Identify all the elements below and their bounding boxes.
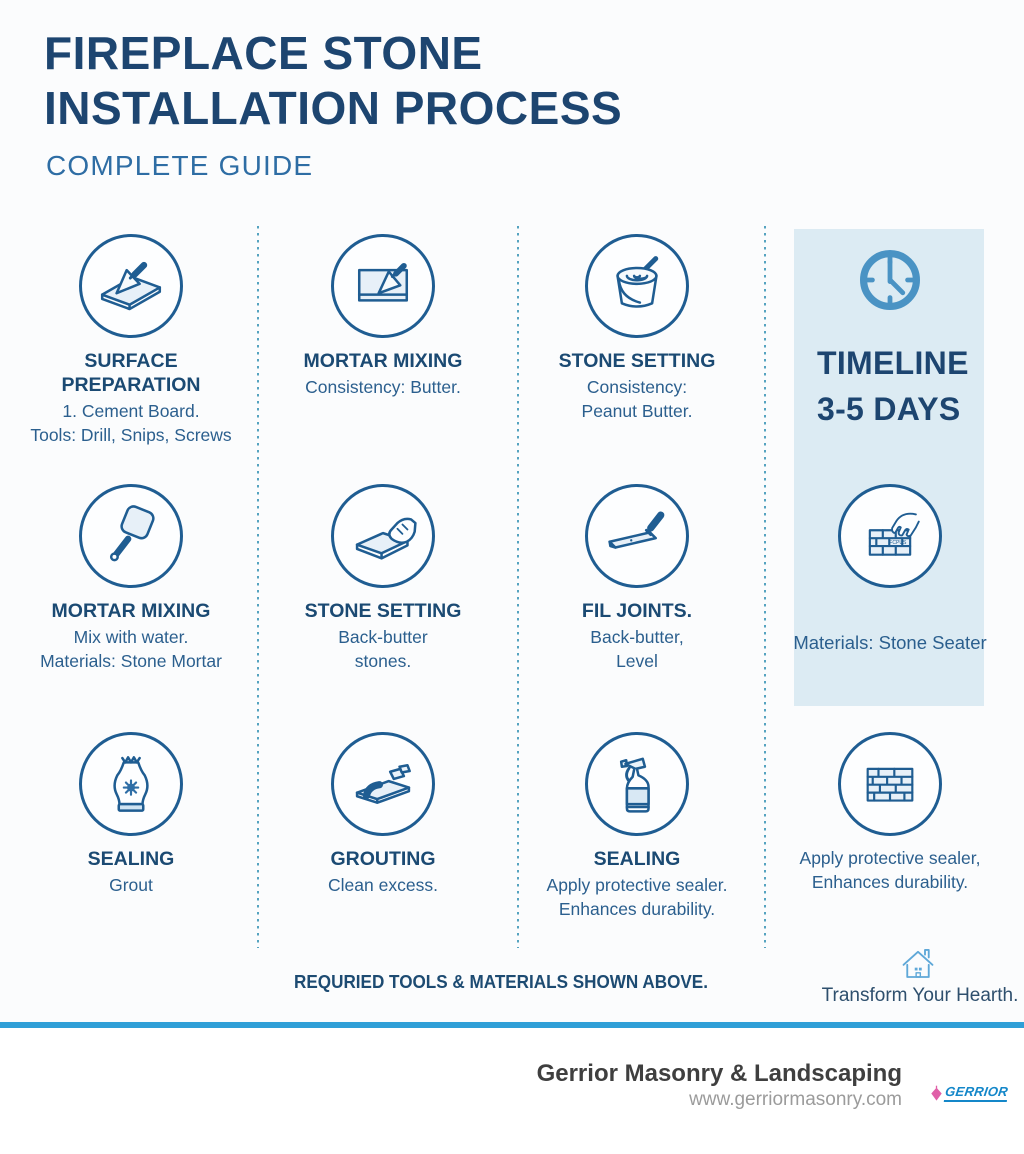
step-surface-preparation: [11, 234, 251, 447]
step-icon-circle: [79, 732, 183, 836]
step-title: STONE SETTING: [304, 600, 462, 622]
step-icon-circle: [79, 234, 183, 338]
company-website: www.gerriormasonry.com: [689, 1089, 902, 1110]
step-icon-circle: [585, 484, 689, 588]
step-description-line: 1. Cement Board.: [62, 401, 200, 421]
company-name: Gerrior Masonry & Landscaping: [536, 1060, 902, 1087]
step-title: SEALING: [87, 848, 175, 870]
timeline-label-line2: 3-5 DAYS: [817, 391, 961, 427]
required-tools-note: REQURIED TOOLS & MATERIALS SHOWN ABOVE.: [294, 972, 708, 992]
step-mortar-mixing-2: [11, 484, 251, 673]
gerrior-logo: [930, 1084, 1008, 1102]
step-description-line: Consistency: Butter.: [305, 377, 461, 397]
tagline: Transform Your Hearth.: [821, 985, 1019, 1006]
trowel-logo-icon: [930, 1085, 943, 1102]
clock-icon: [850, 240, 930, 320]
timeline-label-line1: TIMELINE: [817, 345, 969, 381]
step-title: SURFACE PREPARATION: [61, 350, 201, 396]
step-description: [517, 376, 757, 423]
step-title: SEALING: [593, 848, 681, 870]
step-description: [263, 626, 503, 673]
step-description: [263, 874, 503, 898]
house-icon: [897, 946, 939, 980]
step-description-line: Back-butter,: [590, 627, 684, 647]
dotted-divider: [257, 226, 259, 948]
sealer-summary-line1: Apply protective sealer,: [799, 848, 981, 868]
step-sealer-summary: [770, 732, 1010, 836]
step-grouting: [263, 732, 503, 898]
brick-wall-icon: [854, 748, 926, 820]
step-description-line: Clean excess.: [328, 875, 438, 895]
step-description-line: Back-butter: [338, 627, 428, 647]
page-title-line2: INSTALLATION PROCESS: [44, 82, 623, 134]
step-description-line: Materials: Stone Mortar: [40, 650, 222, 671]
step-description: [263, 376, 503, 400]
step-title: GROUTING: [330, 848, 436, 870]
float-and-sponge-icon: [347, 748, 419, 820]
step-description: [517, 874, 757, 921]
step-title: STONE SETTING: [558, 350, 716, 372]
step-sealing-spray: [517, 732, 757, 921]
step-title: MORTAR MIXING: [51, 600, 211, 622]
step-icon-circle: [331, 484, 435, 588]
step-description-line: Level: [616, 650, 658, 671]
step-title: MORTAR MIXING: [303, 350, 463, 372]
step-icon-circle: [79, 484, 183, 588]
brick-label-text: FCPUS: [889, 539, 907, 546]
step-sealing-grout: [11, 732, 251, 898]
step-description-line: Enhances durability.: [558, 898, 716, 919]
page-title: [44, 26, 744, 136]
grout-bag-icon: [95, 748, 167, 820]
step-description-line: Consistency:: [586, 377, 688, 397]
timeline-materials-block: [770, 484, 1010, 588]
hand-on-brick-wall-icon: [854, 500, 926, 572]
mixing-paddle-icon: [95, 500, 167, 572]
joint-knife-icon: [601, 500, 673, 572]
mixing-bucket-icon: [601, 250, 673, 322]
logo-text: GERRIOR: [944, 1084, 1009, 1102]
clock-icon-wrap: [850, 240, 930, 320]
step-title: FIL JOINTS.: [581, 600, 693, 622]
step-fil-joints: [517, 484, 757, 673]
sealer-summary-line2: Enhances durability.: [811, 872, 969, 892]
trowel-on-mortar-board-icon: [347, 250, 419, 322]
step-description-line: Grout: [109, 875, 153, 895]
step-icon-circle: [585, 732, 689, 836]
step-icon-circle: [331, 234, 435, 338]
step-description-line: Mix with water.: [73, 627, 189, 647]
step-icon-circle: [331, 732, 435, 836]
step-description: [11, 400, 251, 447]
step-icon-circle: [838, 732, 942, 836]
timeline-materials: Materials: Stone Seater: [793, 632, 987, 653]
sealer-summary-text: [770, 846, 1010, 894]
trowel-on-board-icon: [95, 250, 167, 322]
page-title-line1: FIREPLACE STONE: [44, 27, 483, 79]
step-description: [11, 874, 251, 898]
step-description: [517, 626, 757, 673]
timeline-label: [817, 340, 969, 432]
step-description-line: Tools: Drill, Snips, Screws: [30, 424, 232, 445]
step-description-line: Apply protective sealer.: [546, 875, 728, 895]
step-description-line: Peanut Butter.: [581, 400, 693, 421]
hand-pressing-stone-icon: [347, 500, 419, 572]
step-stone-setting-1: [517, 234, 757, 423]
step-description-line: stones.: [354, 650, 412, 671]
dotted-divider: [764, 226, 766, 948]
step-icon-circle: [838, 484, 942, 588]
step-mortar-mixing-1: [263, 234, 503, 400]
step-icon-circle: [585, 234, 689, 338]
company-block: [537, 1060, 902, 1111]
step-description: [11, 626, 251, 673]
house-icon-wrap: [897, 946, 939, 984]
spray-bottle-icon: [601, 748, 673, 820]
page-subtitle: COMPLETE GUIDE: [46, 150, 314, 181]
step-stone-setting-2: [263, 484, 503, 673]
